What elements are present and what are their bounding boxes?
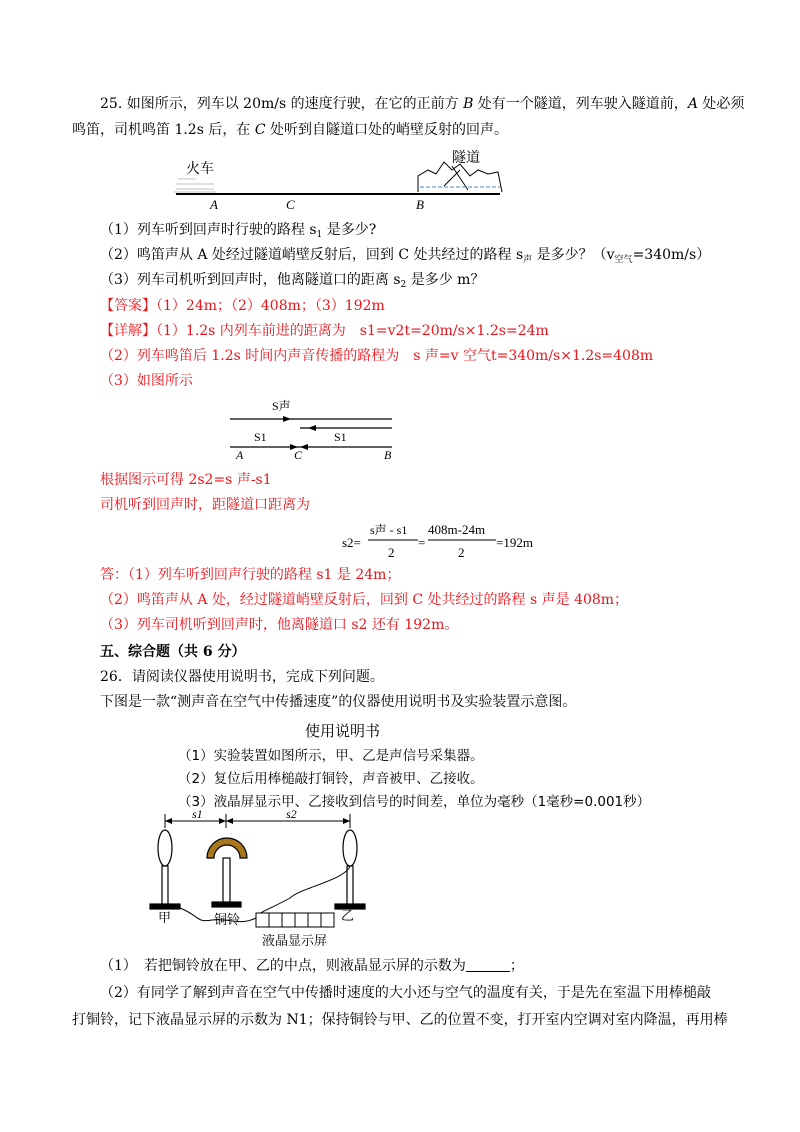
tunnel-label: 隧道 bbox=[452, 151, 480, 166]
manual-item: （1）实验装置如图所示，甲、乙是声信号采集器。 bbox=[178, 748, 484, 764]
driver-line: 司机听到回声时，距隧道口距离为 bbox=[100, 497, 310, 513]
distance-formula bbox=[0, 518, 800, 568]
answer-line: 【答案】（1）24m；（2）408m；（3）192m bbox=[100, 298, 385, 314]
point-c-label-2: C bbox=[294, 448, 303, 462]
formula-num2: 408m-24m bbox=[428, 522, 486, 537]
s1-label: S1 bbox=[254, 430, 267, 444]
yi-label: 乙 bbox=[341, 908, 355, 923]
mountain-icon bbox=[418, 162, 502, 192]
formula-num1: s声 - s1 bbox=[370, 523, 408, 537]
answer-tag: 【答案】 bbox=[100, 298, 156, 314]
point-b-label: B bbox=[416, 197, 424, 212]
s-sound-label: S声 bbox=[272, 399, 291, 413]
derive-line: 根据图示可得 2s2=s 声-s1 bbox=[100, 472, 272, 488]
train-icon bbox=[174, 179, 216, 192]
sound-path-figure bbox=[0, 396, 800, 466]
q26-sub2-line1: （2）有同学了解到声音在空气中传播时速度的大小还与空气的温度有关，于是先在室温下用棒槌敲 bbox=[100, 985, 711, 1001]
detail-line3: （3）如图所示 bbox=[100, 373, 193, 389]
conclusion-0: 答：（1）列车听到回声行驶的路程 s1 是 24m； bbox=[100, 567, 401, 583]
point-a-label-2: A bbox=[236, 448, 244, 462]
q26-sub1: （1） 若把铜铃放在甲、乙的中点，则液晶显示屏的示数为 ； bbox=[100, 958, 524, 974]
q25-line2: 鸣笛，司机鸣笛 1.2s 后，在 C 处听到自隧道口处的峭壁反射的回声。 bbox=[72, 122, 508, 138]
detail-line1: 【详解】（1）1.2s 内列车前进的距离为 s1=v2t=20m/s×1.2s=24m bbox=[100, 323, 549, 339]
point-b-label-2: B bbox=[384, 448, 392, 462]
manual-item: （2）复位后用棒槌敲打铜铃，声音被甲、乙接收。 bbox=[178, 771, 484, 787]
formula-den2: 2 bbox=[458, 545, 465, 560]
screen-label: 液晶显示屏 bbox=[262, 933, 328, 948]
detail-line2: （2）列车鸣笛后 1.2s 时间内声音传播的路程为 s 声=v 空气t=340m/s×1.2s=408m bbox=[100, 348, 654, 364]
train-label: 火车 bbox=[186, 162, 214, 177]
s1b-label: S1 bbox=[334, 430, 347, 444]
q25-sub2: （2）鸣笛声从 A 处经过隧道峭壁反射后，回到 C 处共经过的路程 $s_声$ 是多少？$(v_{空气}=340m/s)$ bbox=[100, 247, 711, 265]
receiver-jia-icon bbox=[150, 830, 180, 909]
apparatus-figure bbox=[0, 808, 800, 948]
lcd-screen-icon bbox=[256, 913, 334, 927]
formula-lhs: s2= bbox=[342, 535, 361, 550]
receiver-yi-icon bbox=[335, 830, 365, 909]
q26-intro: 26．请阅读仪器使用说明书，完成下列问题。 bbox=[100, 669, 384, 685]
answer-blank[interactable] bbox=[466, 957, 510, 972]
formula-den1: 2 bbox=[388, 545, 395, 560]
q26-sub2-line2: 打铜铃，记下液晶显示屏的示数为 N1；保持铜铃与甲、乙的位置不变，打开室内空调对室内降温，再用棒 bbox=[72, 1012, 728, 1028]
section-heading: 五、综合题（共 6 分） bbox=[100, 644, 246, 660]
arrow-right-icon bbox=[283, 416, 291, 422]
conclusion-1: （2）鸣笛声从 A 处，经过隧道峭壁反射后，回到 C 处共经过的路程 s 声是 408m； bbox=[100, 592, 629, 608]
point-c-label: C bbox=[286, 197, 295, 212]
q25-sub1: （1）列车听到回声时行驶的路程 $s_1$ 是多少? bbox=[100, 222, 377, 240]
equals-sign: = bbox=[418, 535, 426, 550]
q25-sub3: （3）列车司机听到回声时，他离隧道口的距离 $s_2$ 是多少 m？ bbox=[100, 272, 485, 290]
detail-tag: 【详解】 bbox=[100, 323, 156, 339]
s1-dim-label: s1 bbox=[192, 807, 203, 821]
manual-title: 使用说明书 bbox=[305, 722, 381, 740]
formula-result: =192m bbox=[496, 535, 533, 550]
jia-label: 甲 bbox=[158, 910, 172, 925]
q26-intro2: 下图是一款“测声音在空气中传播速度”的仪器使用说明书及实验装置示意图。 bbox=[100, 694, 577, 710]
bell-label: 铜铃 bbox=[214, 912, 241, 927]
s2-dim-label: s2 bbox=[286, 807, 297, 821]
manual-item: （3）液晶屏显示甲、乙接收到信号的时间差，单位为毫秒（1毫秒=0.001秒） bbox=[178, 794, 651, 810]
conclusion-2: （3）列车司机听到回声时，他离隧道口 s2 还有 192m。 bbox=[100, 617, 459, 633]
q25-line1: 25. 如图所示，列车以 20m/s 的速度行驶，在它的正前方 B 处有一个隧道，列车驶入隧道前，A 处必须 bbox=[100, 96, 745, 112]
point-a-label: A bbox=[210, 197, 218, 212]
arrow-left-icon bbox=[308, 425, 316, 431]
bell-icon bbox=[207, 838, 247, 907]
